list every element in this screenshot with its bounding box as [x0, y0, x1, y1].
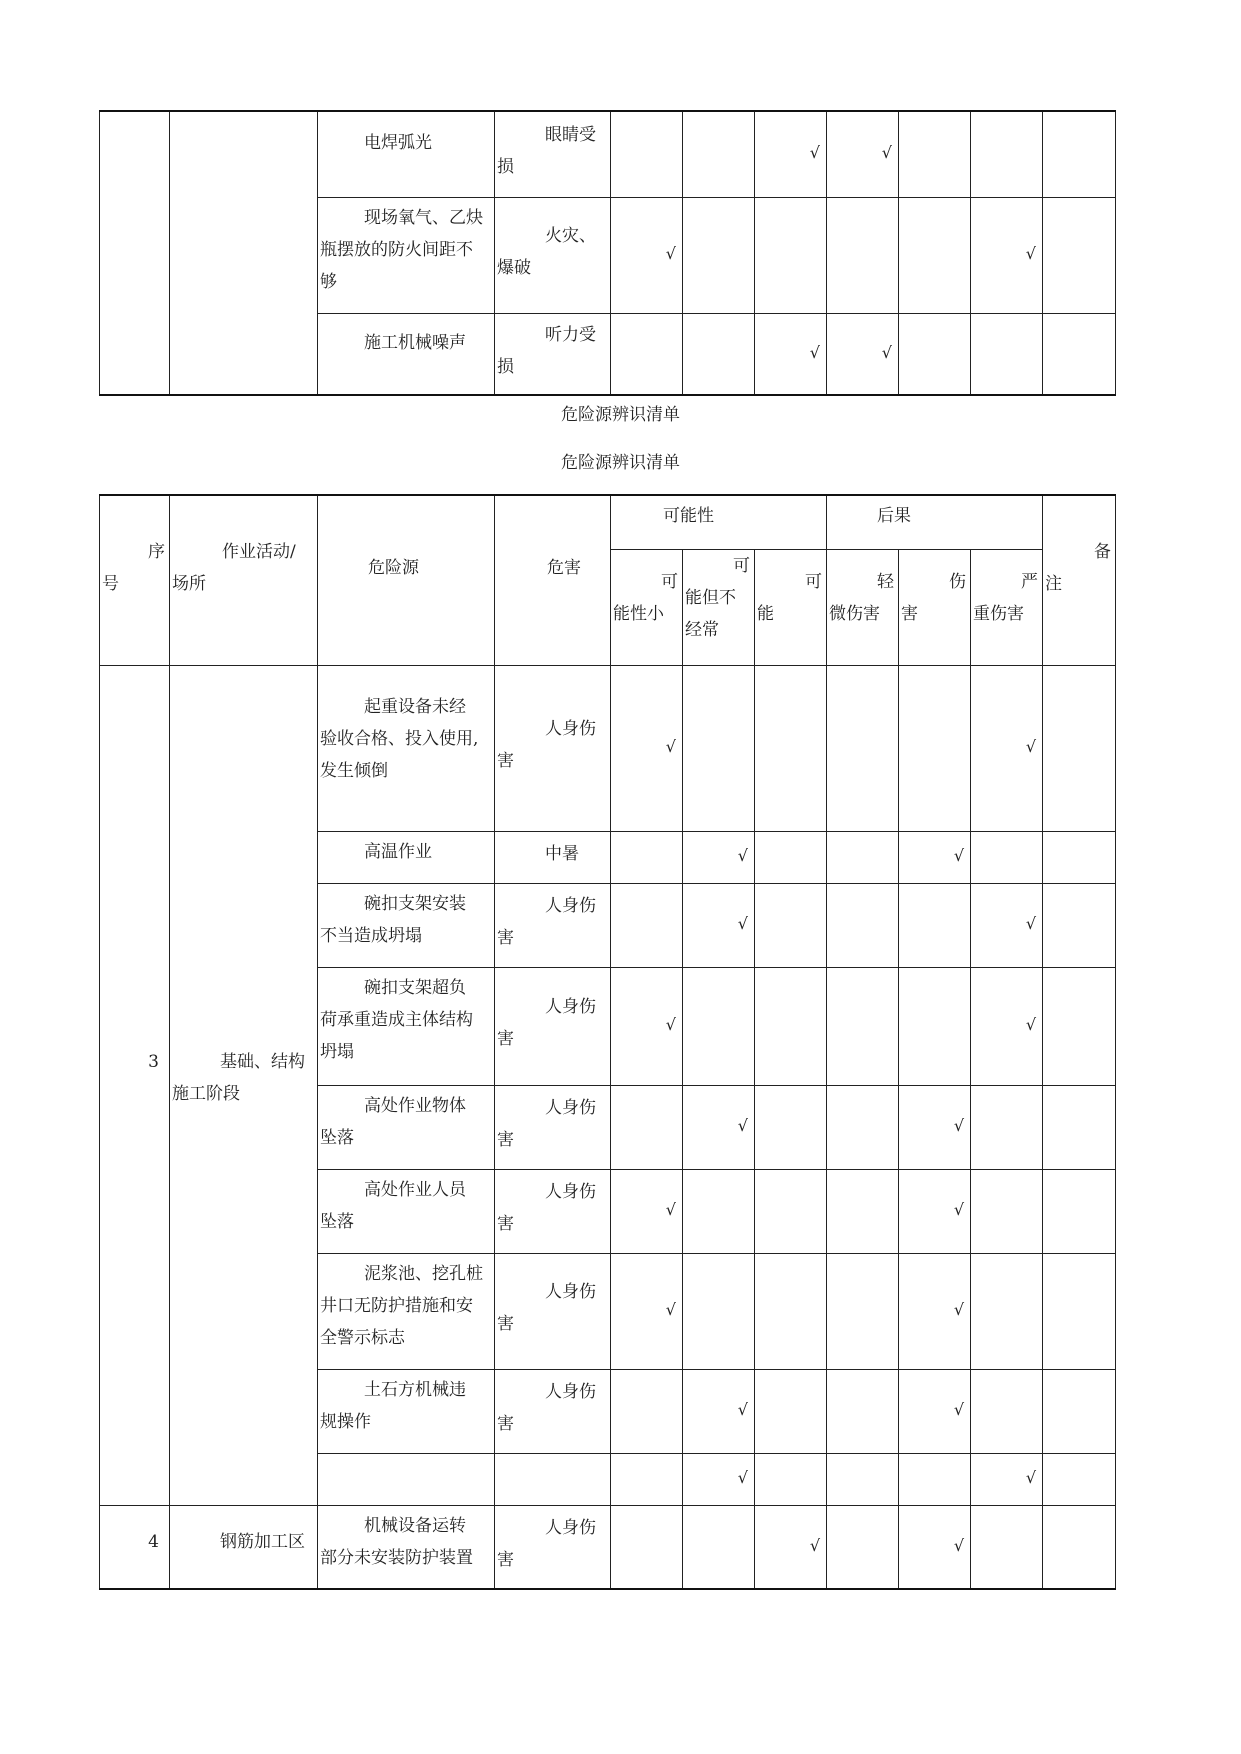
hazard-text: 机械设备运转	[364, 1515, 466, 1536]
harm-text: 人身伤	[545, 895, 596, 916]
check-cell	[611, 1085, 683, 1169]
check-mark: √	[737, 913, 748, 933]
check-mark: √	[953, 845, 965, 865]
check-cell	[611, 831, 683, 883]
check-cell	[755, 1505, 827, 1589]
hazard-cell	[318, 197, 495, 313]
check-cell	[611, 883, 683, 967]
check-mark: √	[665, 1014, 676, 1034]
hazard-text: 高处作业人员	[364, 1179, 466, 1200]
check-cell	[611, 197, 683, 313]
activity-text: 钢筋加工区	[220, 1531, 305, 1552]
check-cell	[899, 1505, 971, 1589]
hazard-cell	[318, 1369, 495, 1453]
harm-text: 人身伤	[545, 996, 596, 1017]
check-mark: √	[737, 1115, 748, 1135]
hazard-text: 够	[320, 271, 337, 292]
hazard-cell	[318, 1169, 495, 1253]
harm-text: 人身伤	[545, 1097, 596, 1118]
hazard-text: 规操作	[320, 1411, 371, 1432]
harm-text: 人身伤	[545, 1281, 596, 1302]
harm-text: 害	[497, 1028, 514, 1049]
check-mark: √	[953, 1199, 965, 1219]
header-consequence-minor: 轻 微伤害	[827, 549, 899, 665]
check-mark: √	[953, 1535, 965, 1555]
check-cell	[1043, 1085, 1116, 1169]
harm-text: 听力受	[545, 324, 596, 345]
check-cell	[971, 1085, 1043, 1169]
check-cell	[971, 111, 1043, 197]
harm-text: 损	[497, 356, 514, 377]
harm-text: 人身伤	[545, 1517, 596, 1538]
check-mark: √	[665, 1299, 676, 1319]
seq-number: 3	[148, 1051, 159, 1072]
check-cell	[611, 1369, 683, 1453]
hazard-cell	[318, 967, 495, 1085]
hazard-text: 坠落	[320, 1127, 354, 1148]
hazard-text: 施工机械噪声	[364, 332, 466, 353]
check-cell	[899, 111, 971, 197]
check-cell	[683, 1505, 755, 1589]
hazard-identification-table	[99, 494, 1116, 1590]
harm-cell	[495, 1253, 611, 1369]
check-cell	[683, 313, 755, 395]
check-mark: √	[737, 1399, 748, 1419]
check-cell	[683, 111, 755, 197]
table-row	[100, 111, 1116, 197]
harm-cell	[495, 313, 611, 395]
hazard-text: 高温作业	[364, 841, 432, 862]
check-cell	[899, 313, 971, 395]
check-cell	[1043, 1505, 1116, 1589]
check-mark: √	[1025, 243, 1036, 263]
harm-text: 火灾、	[545, 225, 596, 246]
hazard-cell	[318, 1253, 495, 1369]
check-cell	[899, 1085, 971, 1169]
table-row	[100, 1505, 1116, 1589]
hazard-text: 土石方机械违	[364, 1379, 466, 1400]
harm-text: 害	[497, 1129, 514, 1150]
activity-cell	[170, 111, 318, 395]
header-consequence-injury: 伤 害	[899, 549, 971, 665]
harm-text: 人身伤	[545, 1181, 596, 1202]
harm-text: 损	[497, 157, 514, 177]
harm-cell	[495, 1369, 611, 1453]
hazard-text: 高处作业物体	[364, 1095, 466, 1116]
check-cell	[971, 1169, 1043, 1253]
check-cell	[827, 967, 899, 1085]
check-cell	[899, 883, 971, 967]
check-mark: √	[1025, 913, 1037, 933]
check-cell	[755, 831, 827, 883]
check-cell	[1043, 883, 1116, 967]
seq-cell	[100, 111, 170, 395]
check-mark: √	[953, 1115, 965, 1135]
activity-cell	[170, 1505, 318, 1589]
harm-text: 中暑	[545, 843, 579, 864]
hazard-cell	[318, 1505, 495, 1589]
check-cell	[827, 1453, 899, 1505]
check-cell	[755, 1369, 827, 1453]
check-mark: √	[809, 143, 820, 162]
header-hazard: 危险源	[318, 495, 495, 665]
check-cell	[755, 1169, 827, 1253]
harm-text: 害	[497, 1413, 514, 1434]
hazard-cell	[318, 665, 495, 831]
hazard-text: 起重设备未经	[364, 696, 466, 717]
harm-cell	[495, 111, 611, 197]
check-cell	[755, 111, 827, 197]
check-cell	[611, 313, 683, 395]
hazard-text: 电焊弧光	[364, 133, 432, 153]
seq-number: 4	[148, 1531, 159, 1552]
harm-cell	[495, 967, 611, 1085]
check-cell	[683, 1085, 755, 1169]
check-cell	[827, 1369, 899, 1453]
check-cell	[1043, 1253, 1116, 1369]
check-mark: √	[737, 845, 748, 865]
harm-cell	[495, 1169, 611, 1253]
check-cell	[683, 197, 755, 313]
check-mark: √	[665, 736, 676, 756]
check-cell	[755, 967, 827, 1085]
check-mark: √	[881, 143, 892, 162]
check-mark: √	[809, 342, 820, 362]
check-cell	[899, 1453, 971, 1505]
check-cell	[971, 665, 1043, 831]
check-cell	[611, 111, 683, 197]
check-cell	[827, 831, 899, 883]
check-cell	[1043, 313, 1116, 395]
harm-cell	[495, 1085, 611, 1169]
check-cell	[611, 1253, 683, 1369]
check-cell	[611, 665, 683, 831]
check-cell	[971, 313, 1043, 395]
check-cell	[1043, 197, 1116, 313]
check-mark: √	[1025, 1467, 1037, 1487]
check-cell	[971, 1505, 1043, 1589]
header-activity: 作业活动/ 场所	[170, 495, 318, 665]
harm-text: 害	[497, 1313, 514, 1334]
table-row	[100, 665, 1116, 831]
check-cell	[899, 1369, 971, 1453]
check-cell	[827, 1505, 899, 1589]
check-cell	[827, 313, 899, 395]
harm-cell	[495, 1505, 611, 1589]
check-cell	[971, 1369, 1043, 1453]
hazard-text: 验收合格、投入使用,	[320, 728, 479, 749]
check-cell	[1043, 967, 1116, 1085]
check-cell	[827, 665, 899, 831]
header-consequence: 后果	[827, 495, 1043, 549]
check-cell	[1043, 1369, 1116, 1453]
activity-cell	[170, 665, 318, 1505]
check-cell	[755, 313, 827, 395]
harm-text: 眼睛受	[545, 125, 596, 145]
activity-text: 施工阶段	[172, 1083, 240, 1104]
hazard-text: 碗扣支架安装	[364, 893, 466, 914]
harm-cell	[495, 883, 611, 967]
hazard-text: 碗扣支架超负	[364, 977, 466, 998]
header-remark: 备 注	[1043, 495, 1116, 665]
check-cell	[827, 1253, 899, 1369]
table-caption: 危险源辨识清单	[561, 405, 680, 425]
harm-text: 人身伤	[545, 718, 596, 739]
check-mark: √	[665, 243, 676, 263]
hazard-text: 泥浆池、挖孔桩	[364, 1263, 483, 1284]
check-cell	[755, 665, 827, 831]
check-mark: √	[953, 1399, 965, 1419]
check-cell	[1043, 831, 1116, 883]
check-cell	[755, 1453, 827, 1505]
hazard-text: 全警示标志	[320, 1327, 405, 1348]
check-cell	[899, 1253, 971, 1369]
hazard-text: 坍塌	[320, 1041, 354, 1062]
check-cell	[683, 1169, 755, 1253]
header-possibility-low: 可 能性小	[611, 549, 683, 665]
check-cell	[971, 1253, 1043, 1369]
check-cell	[755, 1253, 827, 1369]
seq-cell	[100, 665, 170, 1505]
check-cell	[899, 831, 971, 883]
harm-cell	[495, 197, 611, 313]
hazard-text: 荷承重造成主体结构	[320, 1009, 473, 1030]
check-cell	[1043, 1169, 1116, 1253]
hazard-text: 井口无防护措施和安	[320, 1295, 473, 1316]
check-mark: √	[1025, 736, 1037, 756]
check-cell	[971, 967, 1043, 1085]
check-mark: √	[953, 1299, 965, 1319]
seq-cell	[100, 1505, 170, 1589]
check-mark: √	[809, 1535, 821, 1555]
harm-text: 害	[497, 1549, 514, 1570]
harm-cell	[495, 665, 611, 831]
check-cell	[683, 1369, 755, 1453]
header-possibility-occasional: 可 能但不 经常	[683, 549, 755, 665]
check-cell	[683, 665, 755, 831]
harm-cell	[495, 1453, 611, 1505]
check-cell	[683, 1253, 755, 1369]
check-cell	[755, 883, 827, 967]
harm-cell	[495, 831, 611, 883]
check-cell	[755, 1085, 827, 1169]
check-cell	[1043, 111, 1116, 197]
hazard-text: 不当造成坍塌	[320, 925, 422, 946]
check-cell	[1043, 1453, 1116, 1505]
hazard-text: 发生倾倒	[320, 760, 388, 781]
check-cell	[827, 1169, 899, 1253]
hazard-cell	[318, 831, 495, 883]
check-cell	[755, 197, 827, 313]
check-cell	[611, 1505, 683, 1589]
hazard-cell	[318, 313, 495, 395]
hazard-text: 坠落	[320, 1211, 354, 1232]
check-mark: √	[881, 342, 892, 362]
harm-text: 害	[497, 750, 514, 771]
check-cell	[683, 883, 755, 967]
hazard-cell	[318, 1085, 495, 1169]
check-cell	[971, 1453, 1043, 1505]
hazard-text: 现场氧气、乙炔	[364, 207, 483, 228]
table-caption: 危险源辨识清单	[561, 453, 680, 473]
hazard-text: 部分未安装防护装置	[320, 1547, 473, 1568]
check-cell	[827, 1085, 899, 1169]
check-cell	[683, 967, 755, 1085]
hazard-cell	[318, 111, 495, 197]
check-cell	[971, 197, 1043, 313]
harm-text: 害	[497, 927, 514, 948]
check-cell	[611, 1453, 683, 1505]
check-cell	[611, 967, 683, 1085]
hazard-table-continued	[99, 110, 1116, 396]
harm-text: 爆破	[497, 257, 531, 278]
check-cell	[971, 883, 1043, 967]
check-cell	[899, 1169, 971, 1253]
header-possibility: 可能性	[611, 495, 827, 549]
hazard-text: 瓶摆放的防火间距不	[320, 239, 473, 260]
harm-text: 人身伤	[545, 1381, 596, 1402]
check-cell	[827, 883, 899, 967]
check-cell	[899, 967, 971, 1085]
check-cell	[683, 1453, 755, 1505]
hazard-cell	[318, 883, 495, 967]
check-cell	[899, 665, 971, 831]
check-cell	[827, 197, 899, 313]
header-possibility-likely: 可 能	[755, 549, 827, 665]
check-mark: √	[665, 1199, 676, 1219]
check-mark: √	[737, 1467, 748, 1487]
check-cell	[899, 197, 971, 313]
header-consequence-severe: 严 重伤害	[971, 549, 1043, 665]
check-mark: √	[1025, 1014, 1037, 1034]
activity-text: 基础、结构	[220, 1051, 305, 1072]
harm-text: 害	[497, 1213, 514, 1234]
header-seq: 序 号	[100, 495, 170, 665]
hazard-cell	[318, 1453, 495, 1505]
header-harm: 危害	[495, 495, 611, 665]
check-cell	[827, 111, 899, 197]
check-cell	[971, 831, 1043, 883]
check-cell	[683, 831, 755, 883]
check-cell	[1043, 665, 1116, 831]
check-cell	[611, 1169, 683, 1253]
